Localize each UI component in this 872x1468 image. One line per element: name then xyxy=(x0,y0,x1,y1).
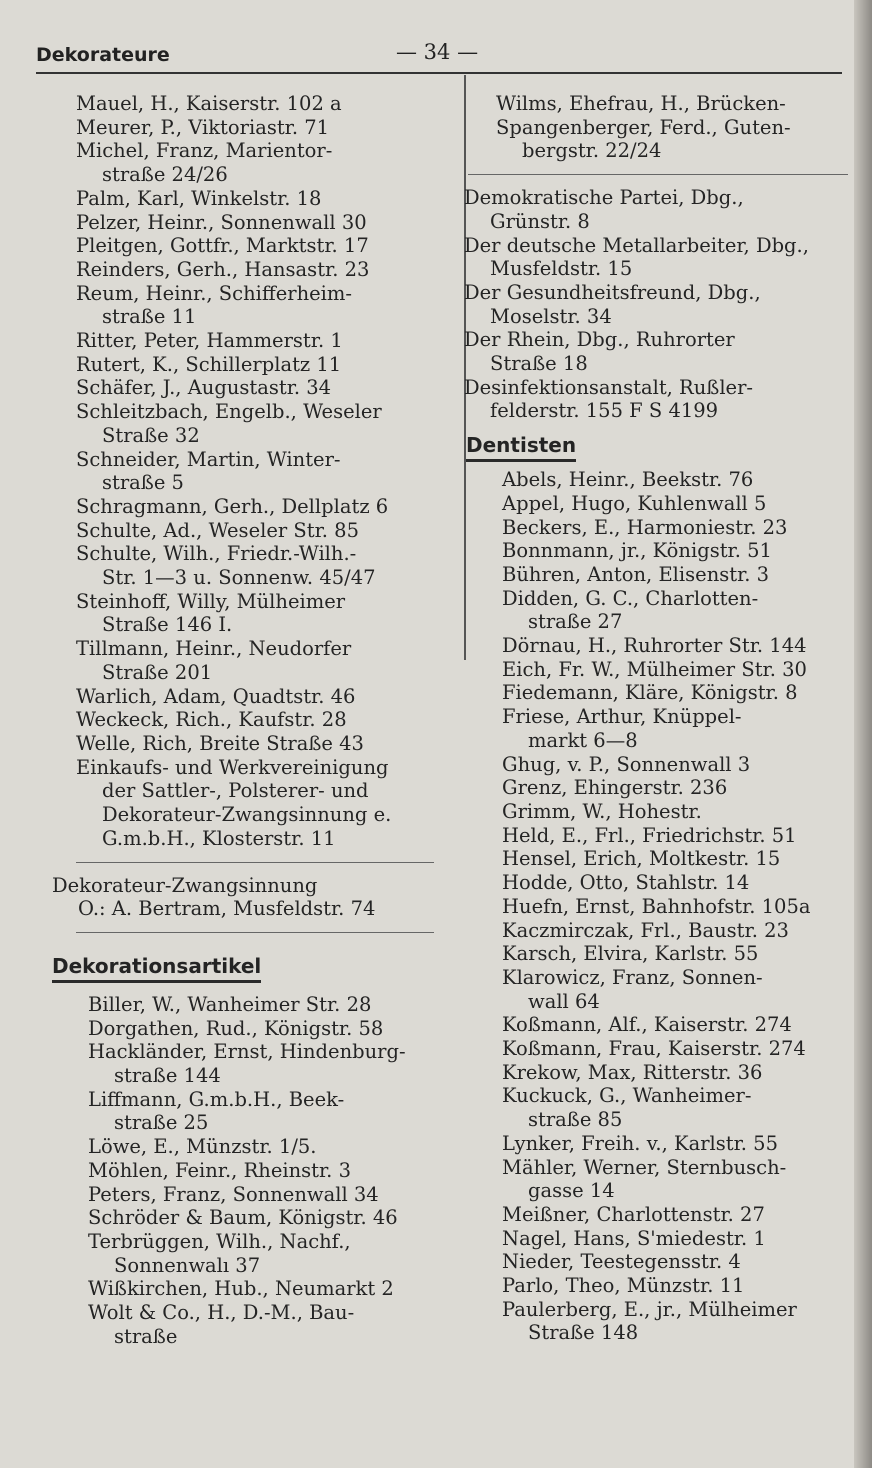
entry-line: Beckers, E., Harmoniestr. 23 xyxy=(502,515,788,539)
directory-entry xyxy=(88,993,456,1017)
entry-continuation-line: straße 24/26 xyxy=(102,163,228,187)
entry-continuation-line: Str. 1—3 u. Sonnenw. 45/47 xyxy=(102,566,376,590)
entry-line: Bonnmann, jr., Königstr. 51 xyxy=(502,539,772,563)
entry-line: Hensel, Erich, Moltkestr. 15 xyxy=(502,847,781,871)
entry-continuation-line: Grünstr. 8 xyxy=(490,209,590,233)
directory-entry xyxy=(76,519,456,543)
entry-line: Warlich, Adam, Quadtstr. 46 xyxy=(76,684,356,708)
entry-continuation-line: bergstr. 22/24 xyxy=(522,139,662,163)
section-rule xyxy=(76,862,434,863)
entry-continuation-line: wall 64 xyxy=(528,989,600,1013)
entry-line: Appel, Hugo, Kuhlenwall 5 xyxy=(502,491,767,515)
entry-line: Desinfektionsanstalt, Rußler- xyxy=(464,375,754,399)
entry-line: Eich, Fr. W., Mülheimer Str. 30 xyxy=(502,657,807,681)
entry-continuation-line: G.m.b.H., Klosterstr. 11 xyxy=(102,826,336,850)
entry-line: Der deutsche Metallarbeiter, Dbg., xyxy=(464,233,809,257)
entry-line: Kaczmirczak, Frl., Baustr. 23 xyxy=(502,918,789,942)
entry-line: Ghug, v. P., Sonnenwall 3 xyxy=(502,752,751,776)
directory-entry xyxy=(502,1250,866,1274)
dekorateure-list-continued xyxy=(496,92,866,163)
entry-line: Welle, Rich, Breite Straße 43 xyxy=(76,731,364,755)
entry-line: Michel, Franz, Marientor- xyxy=(76,139,333,163)
entry-line: Liffmann, G.m.b.H., Beek- xyxy=(88,1087,345,1111)
directory-entry xyxy=(76,542,456,589)
directory-entry xyxy=(76,708,456,732)
directory-entry xyxy=(76,211,456,235)
entry-line: Nagel, Hans, S'miedestr. 1 xyxy=(502,1226,766,1250)
directory-entry xyxy=(76,637,456,684)
entry-line: Tillmann, Heinr., Neudorfer xyxy=(76,637,352,661)
directory-entry xyxy=(502,1037,866,1061)
entry-line: Schröder & Baum, Königstr. 46 xyxy=(88,1206,398,1230)
directory-entry xyxy=(502,847,866,871)
entry-continuation-line: Straße 201 xyxy=(102,660,213,684)
entry-line: Klarowicz, Franz, Sonnen- xyxy=(502,965,763,989)
entry-line: Fiedemann, Kläre, Königstr. 8 xyxy=(502,681,798,705)
directory-entry xyxy=(502,1156,866,1203)
entry-continuation-line: gasse 14 xyxy=(528,1179,615,1203)
entry-line: Schäfer, J., Augustastr. 34 xyxy=(76,376,332,400)
directory-entry xyxy=(88,1135,456,1159)
directory-entry xyxy=(88,1017,456,1041)
entry-line: Schulte, Ad., Weseler Str. 85 xyxy=(76,518,359,542)
directory-entry xyxy=(464,234,866,281)
entry-line: Karsch, Elvira, Karlstr. 55 xyxy=(502,942,759,966)
directory-entry xyxy=(76,116,456,140)
directory-entry xyxy=(76,400,456,447)
entry-line: Reum, Heinr., Schifferheim- xyxy=(76,281,352,305)
directory-entry xyxy=(76,495,456,519)
directory-entry xyxy=(464,376,866,423)
entry-line: Schulte, Wilh., Friedr.-Wilh.- xyxy=(76,542,357,566)
entry-line: Der Rhein, Dbg., Ruhrorter xyxy=(464,328,735,352)
entry-line: Mähler, Werner, Sternbusch- xyxy=(502,1155,787,1179)
entry-line: Mauel, H., Kaiserstr. 102 a xyxy=(76,92,342,115)
entry-line: Terbrüggen, Wilh., Nachf., xyxy=(88,1229,351,1253)
entry-line: Ritter, Peter, Hammerstr. 1 xyxy=(76,329,343,353)
entry-line: Pleitgen, Gottfr., Marktstr. 17 xyxy=(76,234,369,258)
directory-entry xyxy=(88,1301,456,1348)
entry-line: Dorgathen, Rud., Königstr. 58 xyxy=(88,1016,384,1040)
directory-entry xyxy=(88,1230,456,1277)
entry-continuation-line: straße 25 xyxy=(114,1111,209,1135)
entry-line: Weckeck, Rich., Kaufstr. 28 xyxy=(76,708,347,732)
directory-entry xyxy=(502,966,866,1013)
directory-entry xyxy=(464,281,866,328)
entry-line: Krekow, Max, Ritterstr. 36 xyxy=(502,1060,763,1084)
section-heading-dekorationsartikel: Dekorationsartikel xyxy=(52,952,261,983)
directory-entry xyxy=(76,590,456,637)
directory-entry xyxy=(502,1061,866,1085)
directory-entry xyxy=(464,328,866,375)
directory-entry xyxy=(502,658,866,682)
entry-line: Wolt & Co., H., D.-M., Bau- xyxy=(88,1301,355,1325)
entry-line: Biller, W., Wanheimer Str. 28 xyxy=(88,992,372,1016)
directory-entry xyxy=(76,92,456,116)
entry-line: Lynker, Freih. v., Karlstr. 55 xyxy=(502,1131,778,1155)
directory-entry xyxy=(76,234,456,258)
entry-continuation-line: O.: A. Bertram, Musfeldstr. 74 xyxy=(78,897,376,921)
running-title: Dekorateure xyxy=(36,44,170,66)
directory-entry xyxy=(52,874,456,921)
directory-entry xyxy=(76,448,456,495)
entry-continuation-line: Straße 148 xyxy=(528,1321,639,1345)
entry-continuation-line: straße xyxy=(114,1324,178,1348)
entry-line: Demokratische Partei, Dbg., xyxy=(464,186,744,210)
directory-entry xyxy=(502,468,866,492)
directory-entry xyxy=(502,824,866,848)
entry-line: Reinders, Gerh., Hansastr. 23 xyxy=(76,257,370,281)
directory-entry xyxy=(502,895,866,919)
entry-continuation-line: der Sattler-, Polsterer- und xyxy=(102,779,369,803)
entry-line: Dekorateur-Zwangsinnung xyxy=(52,873,318,897)
directory-entry xyxy=(88,1183,456,1207)
entry-line: Einkaufs- und Werkvereinigung xyxy=(76,755,389,779)
page-header xyxy=(36,40,842,70)
directory-entry xyxy=(502,539,866,563)
section-heading-dentisten: Dentisten xyxy=(466,431,576,462)
directory-entry xyxy=(502,1203,866,1227)
entry-continuation-line: straße 11 xyxy=(102,305,197,329)
entry-continuation-line: Straße 146 I. xyxy=(102,613,233,637)
entry-line: Dörnau, H., Ruhrorter Str. 144 xyxy=(502,634,807,658)
entry-continuation-line: markt 6—8 xyxy=(528,728,638,752)
directory-entry xyxy=(76,756,456,851)
entry-line: Pelzer, Heinr., Sonnenwall 30 xyxy=(76,210,367,234)
directory-entry xyxy=(502,776,866,800)
entry-line: Meißner, Charlottenstr. 27 xyxy=(502,1202,765,1226)
directory-entry xyxy=(76,329,456,353)
directory-entry xyxy=(502,753,866,777)
directory-entry xyxy=(76,258,456,282)
entry-line: Nieder, Teestegensstr. 4 xyxy=(502,1250,741,1274)
header-rule xyxy=(36,72,842,74)
entry-line: Rutert, K., Schillerplatz 11 xyxy=(76,352,342,376)
left-column xyxy=(52,92,456,1348)
entry-line: Palm, Karl, Winkelstr. 18 xyxy=(76,186,322,210)
directory-entry xyxy=(464,186,866,233)
entry-continuation-line: Straße 18 xyxy=(490,352,588,376)
entry-line: Didden, G. C., Charlotten- xyxy=(502,586,759,610)
entry-continuation-line: straße 85 xyxy=(528,1108,623,1132)
directory-entry xyxy=(88,1040,456,1087)
entry-line: Parlo, Theo, Münzstr. 11 xyxy=(502,1274,745,1298)
directory-entry xyxy=(502,681,866,705)
entry-line: Grimm, W., Hohestr. xyxy=(502,799,702,823)
directory-entry xyxy=(496,92,866,116)
directory-entry xyxy=(76,376,456,400)
entry-line: Hodde, Otto, Stahlstr. 14 xyxy=(502,871,750,895)
entry-continuation-line: straße 5 xyxy=(102,471,184,495)
entry-line: Kuckuck, G., Wanheimer- xyxy=(502,1084,752,1108)
zwangsinnung-list xyxy=(52,874,456,921)
directory-entry xyxy=(496,116,866,163)
entry-continuation-line: Musfeldstr. 15 xyxy=(490,257,633,281)
entry-line: Grenz, Ehingerstr. 236 xyxy=(502,776,728,800)
directory-entry xyxy=(502,1013,866,1037)
entry-line: Abels, Heinr., Beekstr. 76 xyxy=(502,468,754,492)
directory-entry xyxy=(502,1274,866,1298)
dekorationsartikel-list xyxy=(88,993,456,1349)
directory-entry xyxy=(502,942,866,966)
directory-entry xyxy=(502,587,866,634)
directory-entry xyxy=(88,1159,456,1183)
right-column xyxy=(462,92,866,1345)
entry-line: Bühren, Anton, Elisenstr. 3 xyxy=(502,562,770,586)
directory-entry xyxy=(502,634,866,658)
entry-line: Löwe, E., Münzstr. 1/5. xyxy=(88,1135,317,1159)
entry-line: Der Gesundheitsfreund, Dbg., xyxy=(464,280,761,304)
page-number: — 34 — xyxy=(396,40,479,64)
entry-line: Wilms, Ehefrau, H., Brücken- xyxy=(496,92,786,115)
directory-entry xyxy=(76,187,456,211)
directory-entry xyxy=(88,1277,456,1301)
entry-continuation-line: Dekorateur-Zwangsinnung e. xyxy=(102,803,392,827)
section-rule xyxy=(76,932,434,933)
entry-line: Schleitzbach, Engelb., Weseler xyxy=(76,400,382,424)
entry-continuation-line: Sonnenwalı 37 xyxy=(114,1253,261,1277)
directory-entry xyxy=(502,516,866,540)
entry-line: Huefn, Ernst, Bahnhofstr. 105a xyxy=(502,894,811,918)
directory-entry xyxy=(88,1206,456,1230)
entry-line: Koßmann, Alf., Kaiserstr. 274 xyxy=(502,1013,792,1037)
directory-entry xyxy=(76,139,456,186)
entry-continuation-line: straße 27 xyxy=(528,610,623,634)
dentisten-list xyxy=(502,468,866,1345)
directory-entry xyxy=(502,563,866,587)
entry-line: Steinhoff, Willy, Mülheimer xyxy=(76,589,346,613)
entry-line: Schragmann, Gerh., Dellplatz 6 xyxy=(76,494,389,518)
directory-entry xyxy=(76,282,456,329)
entry-line: Meurer, P., Viktoriastr. 71 xyxy=(76,115,330,139)
entry-line: Peters, Franz, Sonnenwall 34 xyxy=(88,1182,379,1206)
directory-entry xyxy=(502,1132,866,1156)
entry-line: Spangenberger, Ferd., Guten- xyxy=(496,115,791,139)
directory-entry xyxy=(76,353,456,377)
entry-line: Koßmann, Frau, Kaiserstr. 274 xyxy=(502,1037,806,1061)
entry-line: Paulerberg, E., jr., Mülheimer xyxy=(502,1297,797,1321)
publications-list xyxy=(464,186,866,423)
entry-line: Friese, Arthur, Knüppel- xyxy=(502,705,742,729)
entry-continuation-line: Straße 32 xyxy=(102,423,200,447)
spacer xyxy=(76,983,456,993)
directory-entry xyxy=(502,1298,866,1345)
directory-entry xyxy=(502,1227,866,1251)
entry-line: Möhlen, Feinr., Rheinstr. 3 xyxy=(88,1158,351,1182)
directory-entry xyxy=(502,492,866,516)
dekorateure-list xyxy=(76,92,456,851)
entry-line: Hackländer, Ernst, Hindenburg- xyxy=(88,1040,406,1064)
directory-entry xyxy=(502,1084,866,1131)
entry-line: Schneider, Martin, Winter- xyxy=(76,447,341,471)
directory-entry xyxy=(76,732,456,756)
section-rule xyxy=(468,174,848,175)
entry-line: Held, E., Frl., Friedrichstr. 51 xyxy=(502,823,797,847)
entry-line: Wißkirchen, Hub., Neumarkt 2 xyxy=(88,1277,394,1301)
directory-entry xyxy=(502,919,866,943)
entry-continuation-line: Moselstr. 34 xyxy=(490,304,612,328)
directory-entry xyxy=(76,685,456,709)
directory-entry xyxy=(88,1088,456,1135)
entry-continuation-line: felderstr. 155 F S 4199 xyxy=(490,399,719,423)
directory-entry xyxy=(502,705,866,752)
entry-continuation-line: straße 144 xyxy=(114,1064,221,1088)
directory-entry xyxy=(502,800,866,824)
directory-entry xyxy=(502,871,866,895)
